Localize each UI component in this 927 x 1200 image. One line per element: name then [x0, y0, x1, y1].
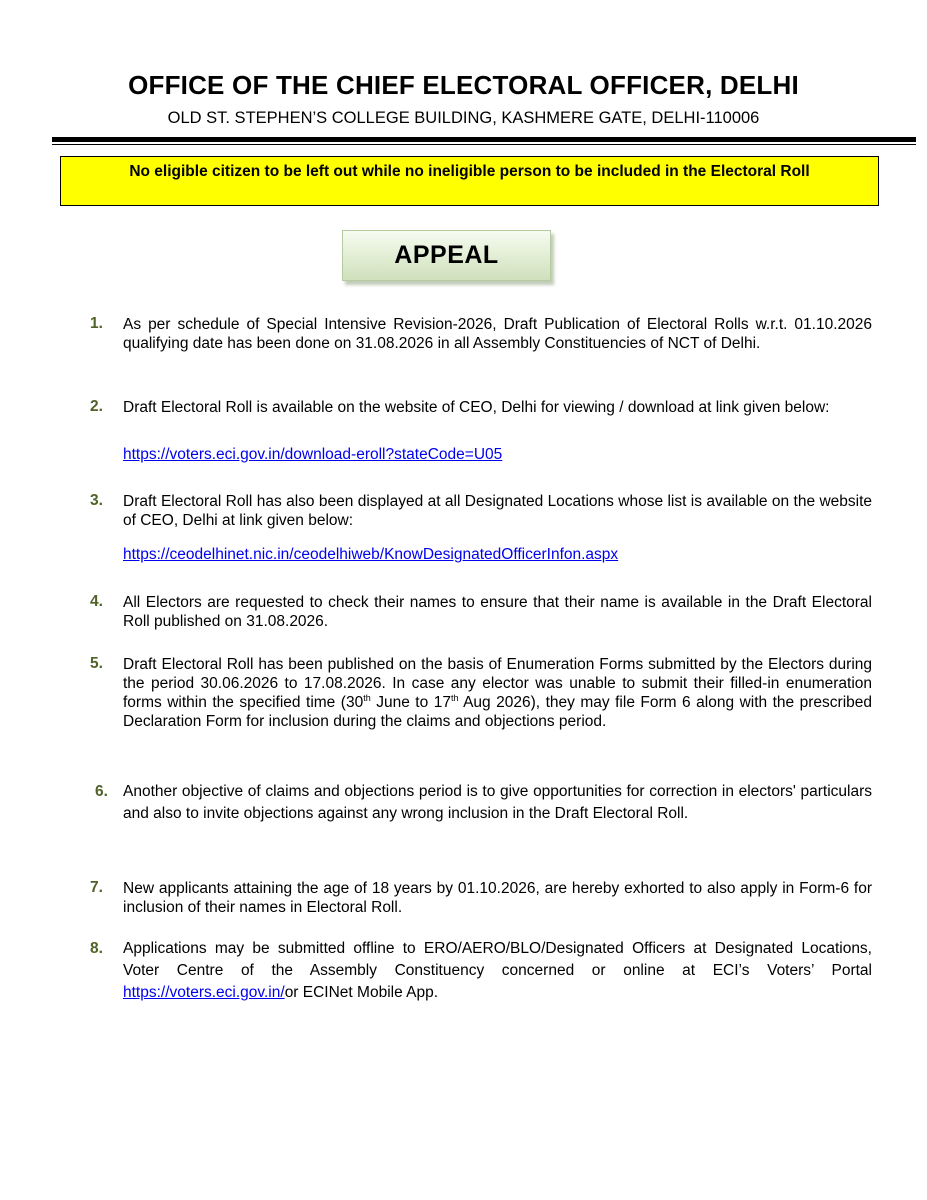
- item-number: 6.: [95, 783, 108, 800]
- item-number: 1.: [90, 315, 103, 332]
- item-number: 7.: [90, 879, 103, 896]
- header-divider: [52, 137, 916, 142]
- appeal-heading: APPEAL: [342, 230, 551, 281]
- voters-portal-link[interactable]: https://voters.eci.gov.in/: [123, 984, 285, 1001]
- item-text-part: Applications may be submitted offline to ERO/AERO/BLO/Designated Officers at Designated Locations, Voter Centre of the Assembly Constituency concerned or online at ECI’s Voters’ Portal: [123, 940, 872, 979]
- item-text: As per schedule of Special Intensive Revision-2026, Draft Publication of Electoral Rolls w.r.t. 01.10.2026 qualifying date has been done on 31.08.2026 in all Assembly Constituencies of NCT of Delhi.: [123, 316, 872, 352]
- item-text-part: June to 17: [370, 694, 451, 711]
- motto-banner: No eligible citizen to be left out while no ineligible person to be included in the Electoral Roll: [60, 156, 879, 206]
- superscript: th: [450, 692, 459, 703]
- item-text: [123, 938, 872, 1004]
- designated-locations-link[interactable]: https://ceodelhinet.nic.in/ceodelhiweb/KnowDesignatedOfficerInfon.aspx: [123, 546, 619, 563]
- item-number: 2.: [90, 398, 103, 415]
- item-text-part: or ECINet Mobile App.: [284, 984, 439, 1001]
- item-text: All Electors are requested to check their names to ensure that their name is available in the Draft Electoral Roll published on 31.08.2026.: [123, 594, 872, 630]
- item-number: 5.: [90, 655, 103, 672]
- item-text: Another objective of claims and objections period is to give opportunities for correction in electors' particulars and also to invite objections against any wrong inclusion in the Draft Electoral Roll.: [123, 783, 872, 822]
- office-title: OFFICE OF THE CHIEF ELECTORAL OFFICER, DELHI: [128, 70, 799, 100]
- item-text: New applicants attaining the age of 18 years by 01.10.2026, are hereby exhorted to also apply in Form-6 for inclusion of their names in Electoral Roll.: [123, 880, 872, 916]
- item-text: [123, 655, 872, 731]
- item-text: Draft Electoral Roll has also been displayed at all Designated Locations whose list is available on the website of CEO, Delhi at link given below:: [123, 493, 872, 529]
- item-text: Draft Electoral Roll is available on the website of CEO, Delhi for viewing / download at link given below:: [123, 399, 830, 416]
- item-number: 8.: [90, 940, 103, 957]
- superscript: th: [363, 692, 371, 703]
- eroll-download-link[interactable]: https://voters.eci.gov.in/download-eroll?stateCode=U05: [123, 446, 503, 463]
- item-text-part: Aug 2026), they may file Form 6 along with the prescribed Declaration Form for inclusion during the claims and objections period.: [123, 694, 873, 730]
- item-text-part: Draft Electoral Roll has been published on the basis of Enumeration Forms submitted by the Electors during the period 30.06.2026 to 17.08.2026. In case any elector was unable to submit their filled-in enumeration forms within the specified time (30: [123, 656, 872, 711]
- office-address: OLD ST. STEPHEN’S COLLEGE BUILDING, KASHMERE GATE, DELHI-110006: [167, 109, 760, 127]
- header-divider-thin: [52, 144, 916, 145]
- item-number: 3.: [90, 492, 103, 509]
- item-number: 4.: [90, 593, 103, 610]
